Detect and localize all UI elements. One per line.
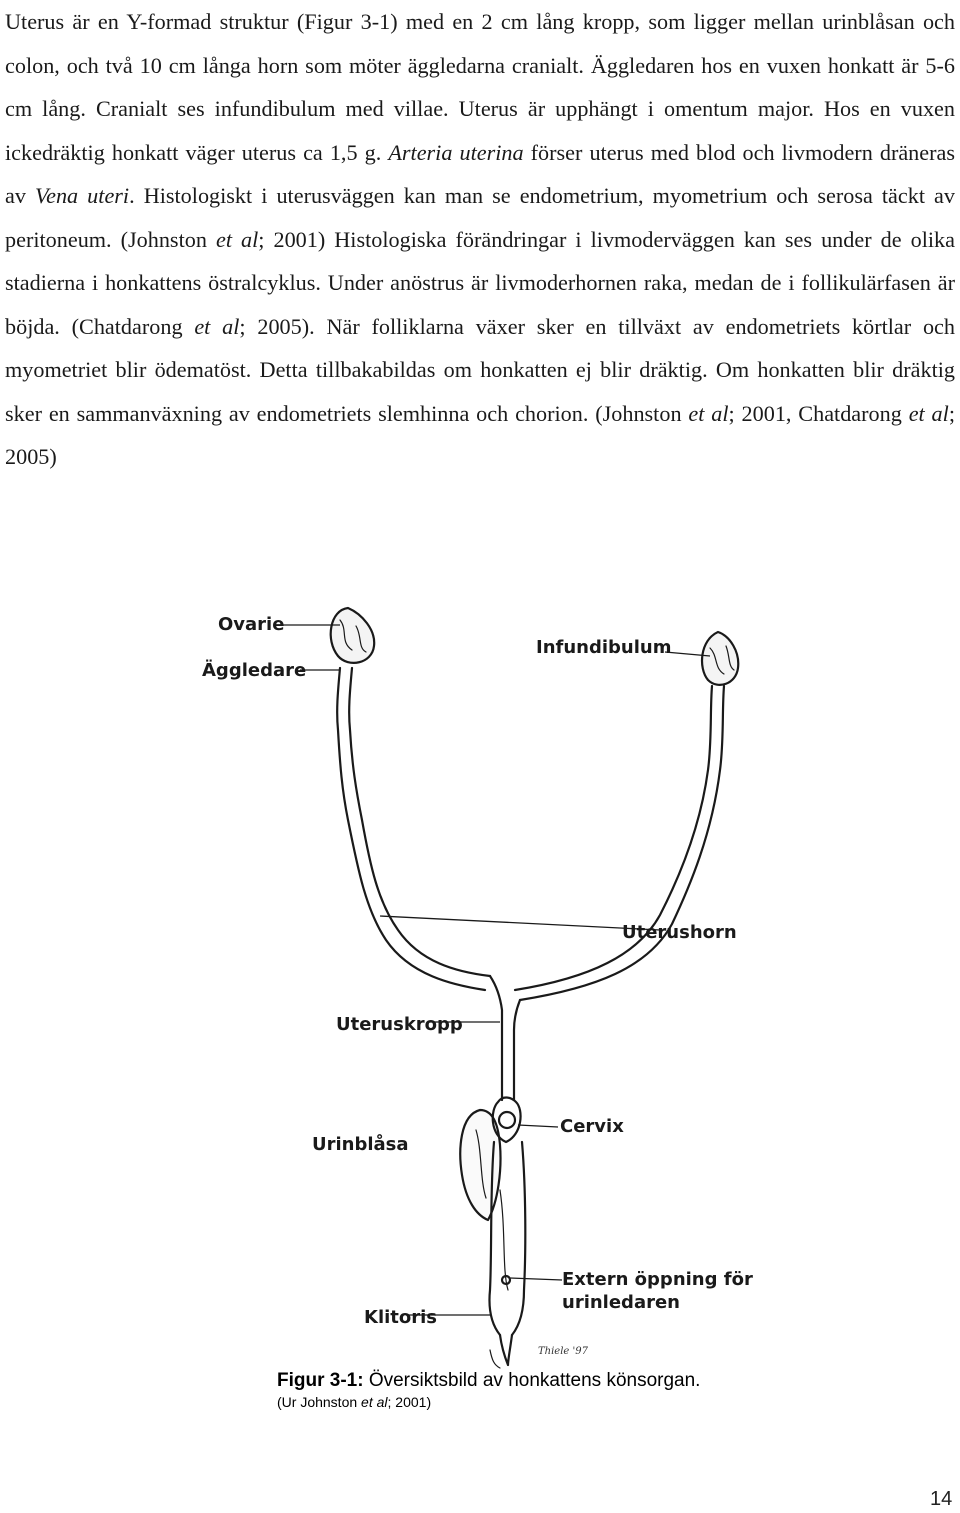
- et-al-italic: et al: [908, 400, 949, 426]
- uterus-diagram: [190, 590, 790, 1380]
- figure-caption: [277, 1369, 700, 1411]
- paragraph-text: ; 2005). När folliklarna växer sker en tillväxt av endometriets körtlar och myometriet blir ödematöst. Detta tillbakabildas om honkatten ej blir dräktig. Om honkatten blir dräktig sker en sammanväxning av endometriets slemhinna och chorion. (Johnston: [5, 313, 955, 426]
- label-extern-line2: urinledaren: [562, 1292, 680, 1313]
- caption-label: Figur 3-1:: [277, 1370, 364, 1391]
- label-infundibulum: Infundibulum: [536, 637, 672, 658]
- et-al-italic: et al: [194, 313, 240, 339]
- paragraph-text: Uterus är en Y-formad struktur (Figur 3-1) med en 2 cm lång kropp, som ligger mellan urinblåsan och colon, och två 10 cm långa horn som möter äggledarna cranialt. Äggledaren hos en vuxen honkatt är 5-6 cm lång. Cranialt ses infundibulum med villae. Uterus är upphängt i omentum major. Hos en vuxen ickedräktig honkatt väger uterus ca 1,5 g.: [5, 9, 955, 165]
- caption-source: [277, 1393, 700, 1411]
- et-al-italic: et al: [361, 1394, 388, 1410]
- vena-uteri-term: Vena uteri: [35, 183, 130, 208]
- label-aggledare: Äggledare: [202, 660, 307, 681]
- et-al-italic: et al: [215, 226, 259, 252]
- cervix: [493, 1098, 521, 1143]
- uterine-body: [490, 976, 520, 1100]
- label-ovarie: Ovarie: [218, 614, 285, 635]
- caption-source-text: ; 2001): [387, 1394, 432, 1410]
- page-number: 14: [930, 1488, 953, 1510]
- arteria-uterina-term: Arteria uterina: [388, 139, 524, 165]
- caption-source-text: (Ur Johnston: [277, 1394, 362, 1410]
- left-oviduct: [337, 668, 485, 990]
- caption-main: [277, 1369, 700, 1393]
- label-klitoris: Klitoris: [364, 1307, 438, 1328]
- right-ovary: [702, 632, 738, 685]
- label-uterushorn: Uterushorn: [622, 922, 737, 943]
- paragraph-text: ; 2001) Histologiska förändringar i livmoderväggen kan ses under de olika stadierna i honkattens östralcyklus. Under anöstrus är livmoderhornen raka, medan de i follikulärfasen är böjda. (Chatdarong: [5, 226, 955, 339]
- label-cervix: Cervix: [560, 1116, 624, 1137]
- paragraph-text: ; 2005): [5, 400, 955, 469]
- paragraph-text: . Histologiskt i uterusväggen kan man se endometrium, myometrium och serosa täckt av peritoneum. (Johnston: [5, 183, 955, 252]
- body-paragraph: [5, 0, 955, 479]
- paragraph-text: ; 2001, Chatdarong: [728, 400, 909, 426]
- label-extern-line1: Extern öppning för: [562, 1269, 753, 1290]
- et-al-italic: et al: [688, 400, 729, 426]
- caption-text: Översiktsbild av honkattens könsorgan.: [363, 1370, 701, 1391]
- right-oviduct: [515, 686, 712, 990]
- label-urinblasa: Urinblåsa: [312, 1134, 409, 1155]
- left-ovary: [331, 608, 374, 663]
- paragraph-text: förser uterus med blod och livmodern dräneras av: [5, 139, 955, 208]
- uterus-figure: [190, 590, 790, 1380]
- label-uteruskropp: Uteruskropp: [336, 1014, 463, 1035]
- artist-signature: Thiele '97: [538, 1346, 588, 1357]
